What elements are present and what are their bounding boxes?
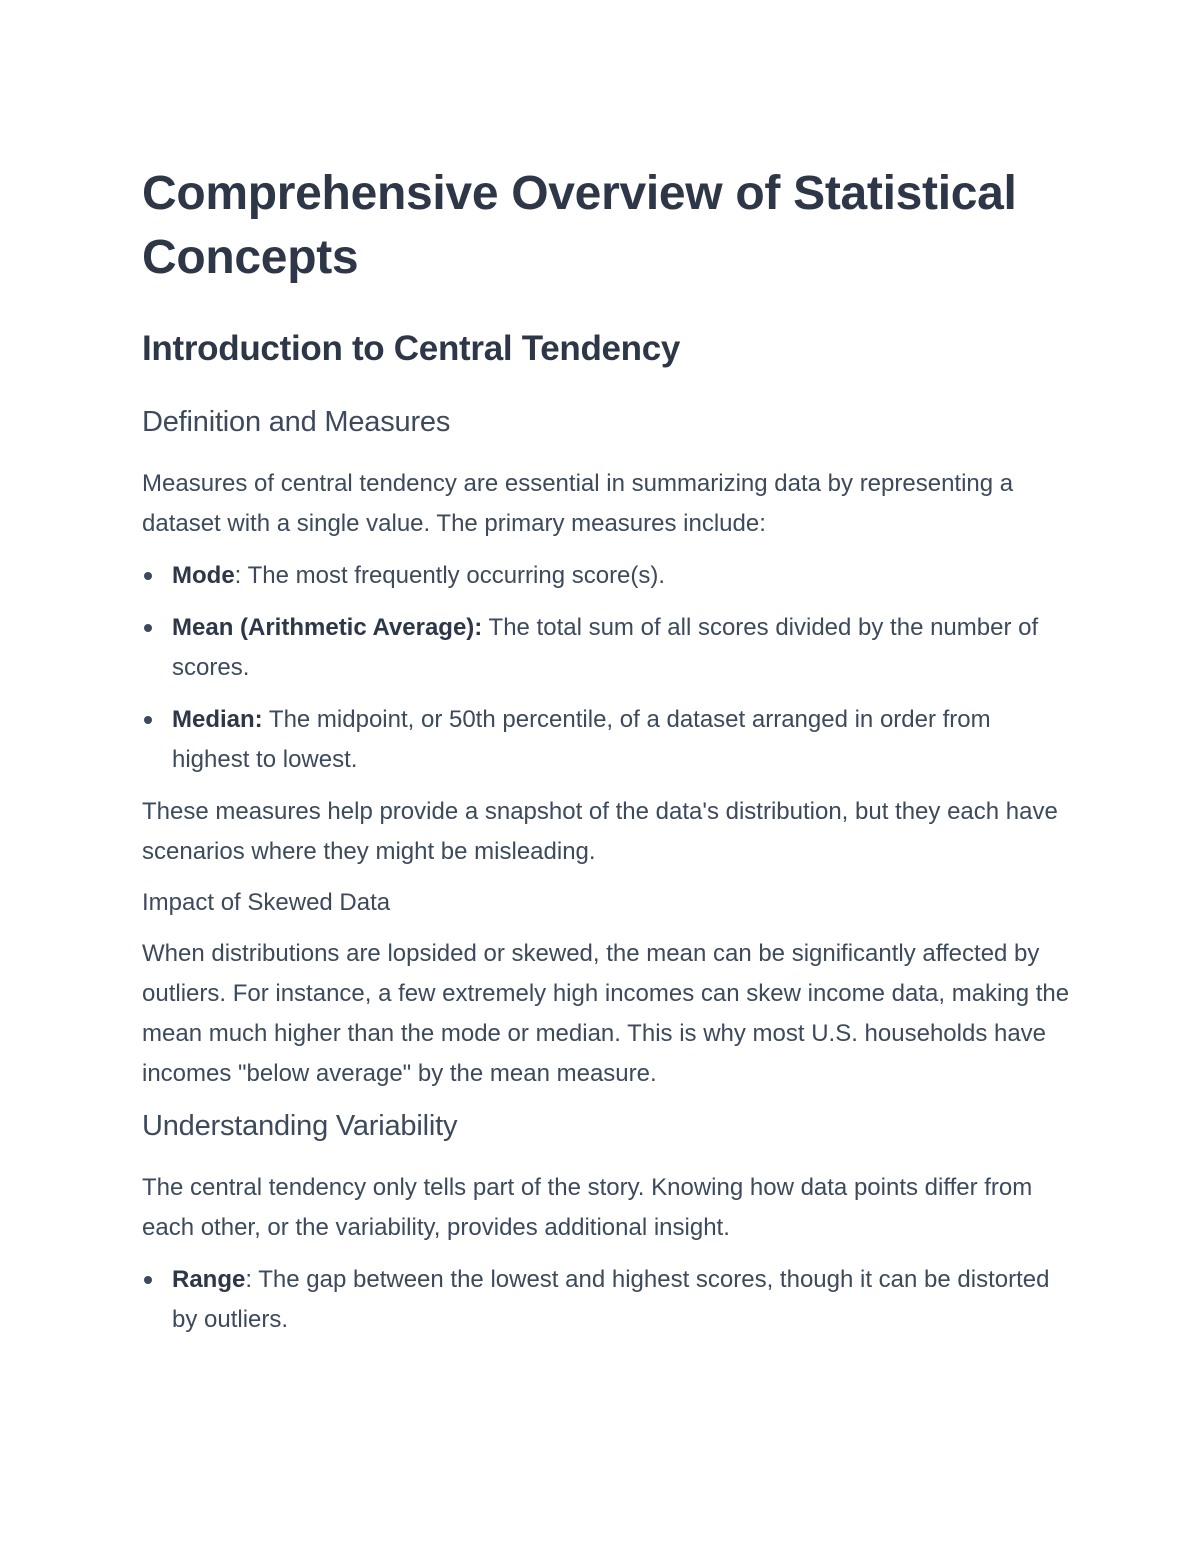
bullet-icon [144,1276,152,1284]
list-item-mean [142,608,1072,688]
list-item-mode [142,556,1072,596]
paragraph-central-tendency-intro: Measures of central tendency are essential in summarizing data by representing a dataset with a single value. The primary measures include: [142,470,1014,537]
bullet-icon [144,624,152,632]
document-title: Comprehensive Overview of Statistical Concepts [142,167,1017,284]
term-mode: Mode [172,562,235,589]
term-separator: : [234,562,242,589]
paragraph-measures-outro: These measures help provide a snapshot of the data's distribution, but they each have scenarios where they might be misleading. [142,798,1058,865]
bullet-icon [144,572,152,580]
measures-list [142,556,1072,780]
document-page [142,162,1072,1352]
section-heading-central-tendency: Introduction to Central Tendency [142,329,681,368]
list-item-median [142,700,1072,780]
term-separator: : [245,1266,253,1293]
definition-mode: The most frequently occurring score(s). [241,562,666,589]
definition-mean: The total sum of all scores divided by the number of scores. [172,614,1039,681]
term-median: Median: [172,706,263,733]
paragraph-variability-intro: The central tendency only tells part of the story. Knowing how data points differ from each other, or the variability, provides additional insight. [142,1174,1033,1241]
paragraph-skewed-data: When distributions are lopsided or skewed, the mean can be significantly affected by outliers. For instance, a few extremely high incomes can skew income data, making the mean much higher than the mode or median. This is why most U.S. households have incomes "below average" by the mean measure. [142,940,1070,1087]
bullet-icon [144,716,152,724]
subsection-heading-definition: Definition and Measures [142,406,451,438]
list-item-range [142,1260,1072,1340]
variability-list [142,1260,1072,1340]
definition-median: The midpoint, or 50th percentile, of a dataset arranged in order from highest to lowest. [172,706,991,773]
term-mean: Mean (Arithmetic Average): [172,614,483,641]
definition-range: The gap between the lowest and highest scores, though it can be distorted by outliers. [172,1266,1050,1333]
subsection-heading-variability: Understanding Variability [142,1110,458,1142]
term-range: Range [172,1266,246,1293]
subsection-heading-skewed: Impact of Skewed Data [142,889,391,916]
